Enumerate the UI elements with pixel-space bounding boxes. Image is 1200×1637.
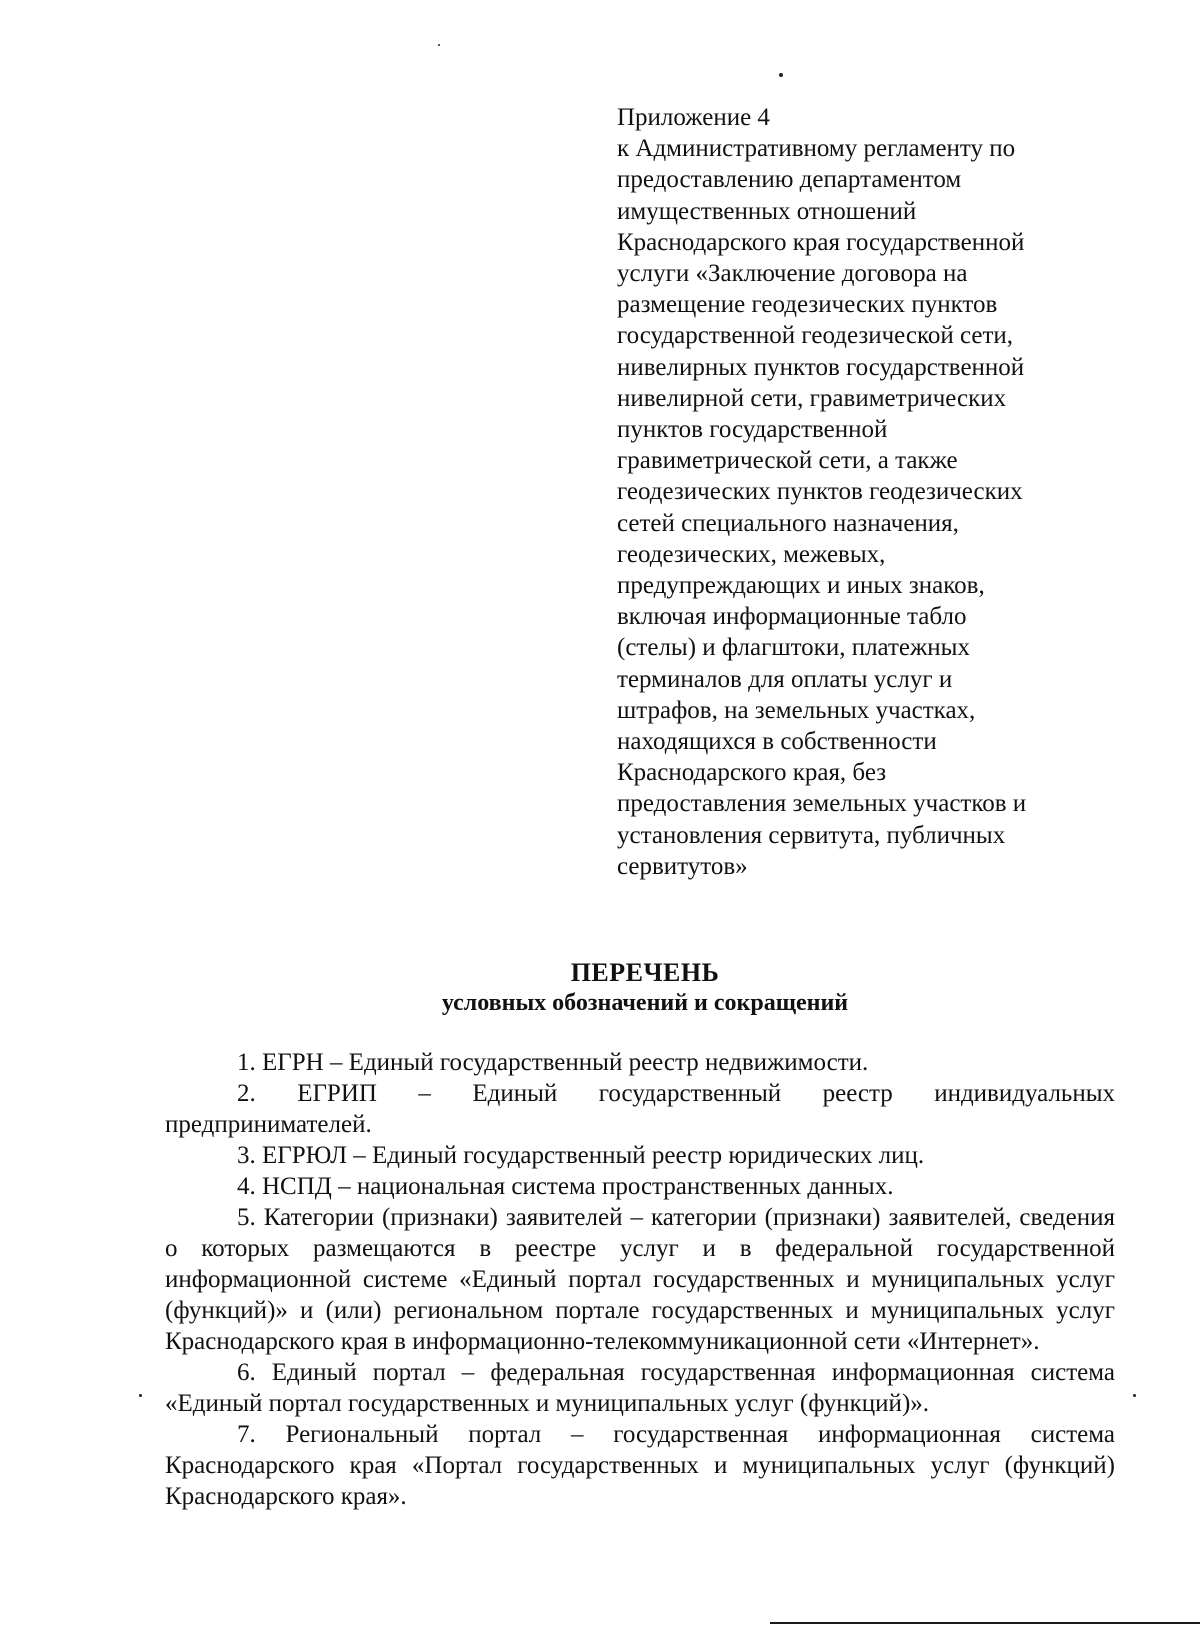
annex-line: государственной геодезической сети,	[617, 322, 1014, 350]
scan-speck	[779, 73, 783, 77]
scan-speck	[1133, 1394, 1136, 1397]
abbreviations-list	[165, 1047, 1115, 1512]
annex-line: геодезических, межевых,	[617, 540, 886, 568]
annex-line: терминалов для оплаты услуг и	[617, 665, 953, 693]
annex-line: геодезических пунктов геодезических	[617, 478, 1023, 506]
list-item: 3. ЕГРЮЛ – Единый государственный реестр юридических лиц.	[237, 1142, 925, 1169]
annex-header	[617, 102, 1097, 882]
annex-line: имущественных отношений	[617, 197, 917, 225]
annex-line: предоставления земельных участков и	[617, 790, 1027, 818]
bottom-rule	[770, 1622, 1200, 1624]
annex-line: Краснодарского края, без	[617, 759, 887, 787]
annex-line: гравиметрической сети, а также	[617, 447, 958, 475]
annex-line: размещение геодезических пунктов	[617, 291, 998, 319]
annex-line: предупреждающих и иных знаков,	[617, 572, 985, 600]
annex-line: установления сервитута, публичных	[617, 821, 1006, 849]
annex-line: сетей специального назначения,	[617, 509, 959, 537]
scan-speck	[438, 44, 440, 46]
annex-line: нивелирной сети, гравиметрических	[617, 384, 1007, 412]
annex-line: (стелы) и флагштоки, платежных	[617, 634, 970, 662]
annex-line: находящихся в собственности	[617, 728, 937, 756]
annex-line: включая информационные табло	[617, 603, 967, 631]
list-item: 6. Единый портал – федеральная государственная информационная система «Единый портал государственных и муниципальных услуг (функций)».	[165, 1359, 1115, 1417]
annex-line: нивелирных пунктов государственной	[617, 353, 1025, 381]
annex-line: предоставлению департаментом	[617, 166, 962, 194]
list-item: 1. ЕГРН – Единый государственный реестр недвижимости.	[237, 1049, 869, 1076]
document-title: ПЕРЕЧЕНЬ	[570, 958, 720, 987]
annex-line: штрафов, на земельных участках,	[617, 696, 976, 724]
list-item: 4. НСПД – национальная система пространственных данных.	[237, 1173, 894, 1200]
document-subtitle: условных обозначений и сокращений	[441, 990, 849, 1016]
annex-line: сервитутов»	[617, 852, 748, 880]
annex-line: пунктов государственной	[617, 416, 888, 444]
list-item: 5. Категории (признаки) заявителей – категории (признаки) заявителей, сведения о которых размещаются в реестре услуг и в федеральной государственной информационной системе «Единый портал государственных и муниципальных услуг (функций)» и (или) региональном портале государственных и муниципальных услуг Краснодарского края в информационно-телекоммуникационной сети «Интернет».	[165, 1204, 1115, 1355]
annex-line: Краснодарского края государственной	[617, 228, 1025, 256]
scan-speck	[139, 1394, 142, 1397]
annex-line: услуги «Заключение договора на	[617, 260, 968, 288]
annex-line: к Административному регламенту по	[617, 135, 1016, 163]
annex-line: Приложение 4	[617, 104, 770, 131]
list-item: 2. ЕГРИП – Единый государственный реестр индивидуальных предпринимателей.	[165, 1080, 1115, 1138]
list-item: 7. Региональный портал – государственная информационная система Краснодарского края «Портал государственных и муниципальных услуг (функций) Краснодарского края».	[165, 1421, 1115, 1510]
